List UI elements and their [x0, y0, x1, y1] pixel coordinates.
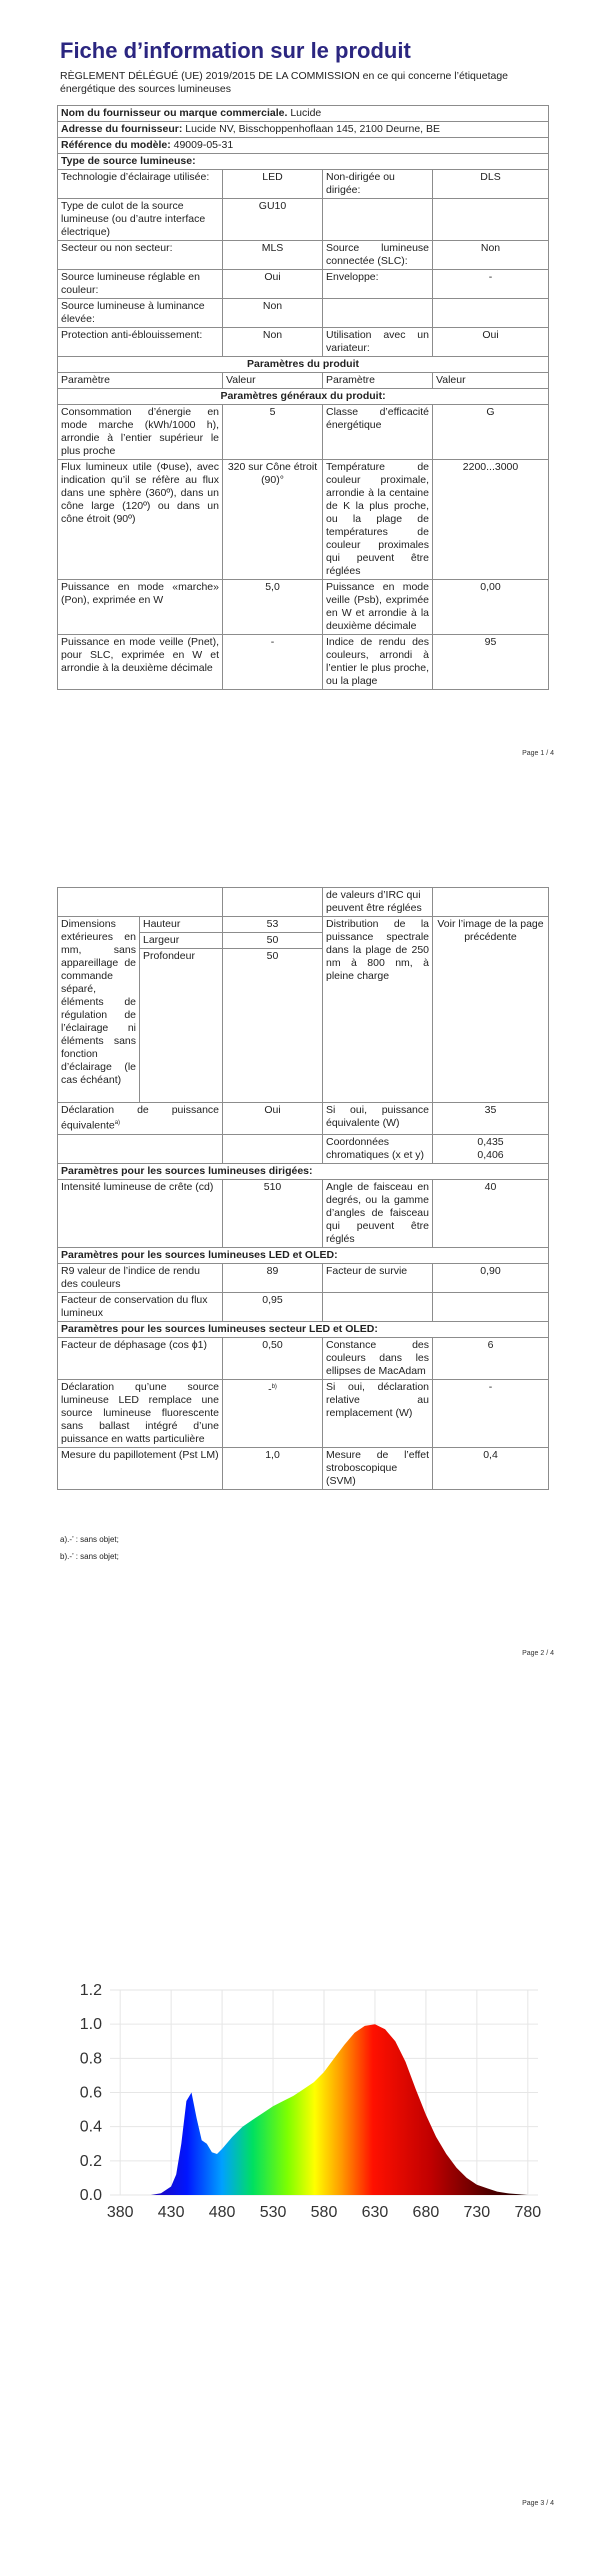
phase-factor-label: Facteur de déphasage (cos ϕ1) [58, 1337, 223, 1379]
equiv-power-value: 35 [433, 1103, 549, 1135]
led-params-header: Paramètres pour les sources lumineuses LED et OLED: [58, 1247, 549, 1263]
high-luminance-label: Source lumineuse à luminance élevée: [58, 299, 223, 328]
y-tick-label: 1.2 [79, 1982, 102, 1999]
pnet-label: Puissance en mode veille (Pnet), pour SLC, exprimée en W et arrondie à la deuxième décimale [58, 635, 223, 690]
x-tick-label: 780 [514, 2204, 542, 2221]
y-tick-label: 0.2 [79, 2152, 102, 2170]
product-info-table [57, 105, 549, 690]
cri-continued: de valeurs d’IRC qui peuvent être réglées [323, 888, 433, 917]
spectrum-area [141, 2024, 528, 2195]
flux-value: 320 sur Cône étroit (90)° [223, 460, 323, 580]
dimensions-label: Dimensions extérieures en mm, sans appareillage de commande séparé, éléments de régulation de l’éclairage ni éléments sans fonction d’éclairage (le cas échéant) [58, 917, 140, 1103]
x-tick-label: 530 [259, 2204, 287, 2221]
svm-label: Mesure de l’effet stroboscopique (SVM) [323, 1447, 433, 1489]
pon-label: Puissance en mode «marche» (Pon), exprimée en W [58, 580, 223, 635]
pon-value: 5,0 [223, 580, 323, 635]
replacement-power-label: Si oui, déclaration relative au remplacement (W) [323, 1379, 433, 1447]
mains-led-params-header: Paramètres pour les sources lumineuses secteur LED et OLED: [58, 1321, 549, 1337]
flicker-value: 1,0 [223, 1447, 323, 1489]
depth-value: 50 [223, 949, 323, 1103]
psb-value: 0,00 [433, 580, 549, 635]
page-2 [0, 880, 604, 1680]
high-luminance-value: Non [223, 299, 323, 328]
connected-label: Source lumineuse connectée (SLC): [323, 241, 433, 270]
page-1 [0, 0, 604, 780]
page-number: Page 2 / 4 [522, 1650, 554, 1657]
footnote-b: b).-’ : sans objet; [60, 1552, 119, 1561]
x-tick-label: 730 [463, 2204, 491, 2221]
color-tunable-label: Source lumineuse réglable en couleur: [58, 270, 223, 299]
macadam-value: 6 [433, 1337, 549, 1379]
pnet-value: - [223, 635, 323, 690]
peak-intensity-label: Intensité lumineuse de crête (cd) [58, 1179, 223, 1247]
beam-angle-value: 40 [433, 1179, 549, 1247]
col-value: Valeur [223, 373, 323, 389]
spd-value: Voir l’image de la page précédente [433, 917, 549, 1103]
height-value: 53 [223, 917, 323, 933]
y-tick-label: 0.0 [79, 2187, 102, 2204]
col-param-2: Paramètre [323, 373, 433, 389]
glare-value: Non [223, 328, 323, 357]
general-params-header: Paramètres généraux du produit: [58, 389, 549, 405]
depth-label: Profondeur [140, 949, 223, 1103]
y-tick-label: 0.8 [79, 2050, 102, 2068]
r9-value: 89 [223, 1263, 323, 1292]
directional-params-header: Paramètres pour les sources lumineuses dirigées: [58, 1163, 549, 1179]
survival-value: 0,90 [433, 1263, 549, 1292]
page-number: Page 3 / 4 [522, 2500, 554, 2507]
width-label: Largeur [140, 933, 223, 949]
phase-factor-value: 0,50 [223, 1337, 323, 1379]
y-tick-label: 0.6 [79, 2084, 102, 2102]
mains-label: Secteur ou non secteur: [58, 241, 223, 270]
dimmer-label: Utilisation avec un variateur: [323, 328, 433, 357]
flux-maintenance-value: 0,95 [223, 1292, 323, 1321]
y-tick-label: 1.0 [79, 2016, 102, 2034]
supplier-row: Nom du fournisseur ou marque commerciale. Lucide [58, 106, 549, 122]
dimmer-value: Oui [433, 328, 549, 357]
regulation-subtitle: RÈGLEMENT DÉLÉGUÉ (UE) 2019/2015 DE LA COMMISSION en ce qui concerne l’étiquetage énergétique des sources lumineuses [60, 70, 509, 95]
energy-value: 5 [223, 405, 323, 460]
glare-label: Protection anti-éblouissement: [58, 328, 223, 357]
mains-value: MLS [223, 241, 323, 270]
cct-value: 2200...3000 [433, 460, 549, 580]
height-label: Hauteur [140, 917, 223, 933]
spd-label: Distribution de la puissance spectrale dans la plage de 250 nm à 800 nm, à pleine charge [323, 917, 433, 1103]
envelope-label: Enveloppe: [323, 270, 433, 299]
beam-angle-label: Angle de faisceau en degrés, ou la gamme d’angles de faisceau qui peuvent être réglés [323, 1179, 433, 1247]
x-tick-label: 630 [361, 2204, 389, 2221]
directional-value: DLS [433, 170, 549, 199]
survival-label: Facteur de survie [323, 1263, 433, 1292]
svm-value: 0,4 [433, 1447, 549, 1489]
energy-class-value: G [433, 405, 549, 460]
replacement-label: Déclaration qu’une source lumineuse LED remplace une source lumineuse fluorescente sans ballast intégré d’une puissance en watts particulière [58, 1379, 223, 1447]
replacement-value: -$^{b)}$ [223, 1379, 323, 1447]
equiv-value: Oui [223, 1103, 323, 1135]
peak-intensity-value: 510 [223, 1179, 323, 1247]
cap-value: GU10 [223, 199, 323, 241]
page-title: Fiche d’information sur le produit [60, 38, 411, 63]
product-info-table-continued [57, 887, 549, 1490]
x-tick-label: 680 [412, 2204, 440, 2221]
cct-label: Température de couleur proximale, arrondie à la centaine de K la plus proche, ou la plage de températures de couleur proximales qui peuvent être réglées [323, 460, 433, 580]
flicker-label: Mesure du papillotement (Pst LM) [58, 1447, 223, 1489]
y-tick-label: 0.4 [79, 2118, 102, 2136]
source-type-header: Type de source lumineuse: [58, 154, 549, 170]
footnote-a: a).-’ : sans objet; [60, 1535, 119, 1544]
envelope-value: - [433, 270, 549, 299]
params-header: Paramètres du produit [58, 357, 549, 373]
address-row: Adresse du fournisseur: Lucide NV, Bisschoppenhoflaan 145, 2100 Deurne, BE [58, 122, 549, 138]
cri-label: Indice de rendu des couleurs, arrondi à l’entier le plus proche, ou la plage [323, 635, 433, 690]
tech-value: LED [223, 170, 323, 199]
col-value-2: Valeur [433, 373, 549, 389]
color-tunable-value: Oui [223, 270, 323, 299]
replacement-power-value: - [433, 1379, 549, 1447]
x-tick-label: 430 [157, 2204, 185, 2221]
page-number: Page 1 / 4 [522, 750, 554, 757]
connected-value: Non [433, 241, 549, 270]
cri-value: 95 [433, 635, 549, 690]
r9-label: R9 valeur de l’indice de rendu des couleurs [58, 1263, 223, 1292]
psb-label: Puissance en mode veille (Psb), exprimée en W et arrondie à la deuxième décimale [323, 580, 433, 635]
model-row: Référence du modèle: 49009-05-31 [58, 138, 549, 154]
x-tick-label: 380 [106, 2204, 134, 2221]
equiv-label: Déclaration de puissance équivalente$^{a)}$ [58, 1103, 223, 1135]
x-tick-label: 580 [310, 2204, 338, 2221]
x-tick-label: 480 [208, 2204, 236, 2221]
width-value: 50 [223, 933, 323, 949]
flux-maintenance-label: Facteur de conservation du flux lumineux [58, 1292, 223, 1321]
flux-label: Flux lumineux utile (Φuse), avec indication qu’il se réfère au flux dans une sphère (360º), dans un cône large (120º) ou dans un cône étroit (90º) [58, 460, 223, 580]
macadam-label: Constance des couleurs dans les ellipses de MacAdam [323, 1337, 433, 1379]
tech-label: Technologie d’éclairage utilisée: [58, 170, 223, 199]
chroma-label: Coordonnées chromatiques (x et y) [323, 1134, 433, 1163]
col-param: Paramètre [58, 373, 223, 389]
equiv-power-label: Si oui, puissance équivalente (W) [323, 1103, 433, 1135]
energy-label: Consommation d’énergie en mode marche (kWh/1000 h), arrondie à l’entier supérieur le plus proche [58, 405, 223, 460]
energy-class-label: Classe d’efficacité énergétique [323, 405, 433, 460]
spectral-power-chart [60, 1980, 550, 2230]
cap-label: Type de culot de la source lumineuse (ou d’autre interface électrique) [58, 199, 223, 241]
directional-label: Non-dirigée ou dirigée: [323, 170, 433, 199]
chroma-value: 0,435 0,406 [433, 1134, 549, 1163]
